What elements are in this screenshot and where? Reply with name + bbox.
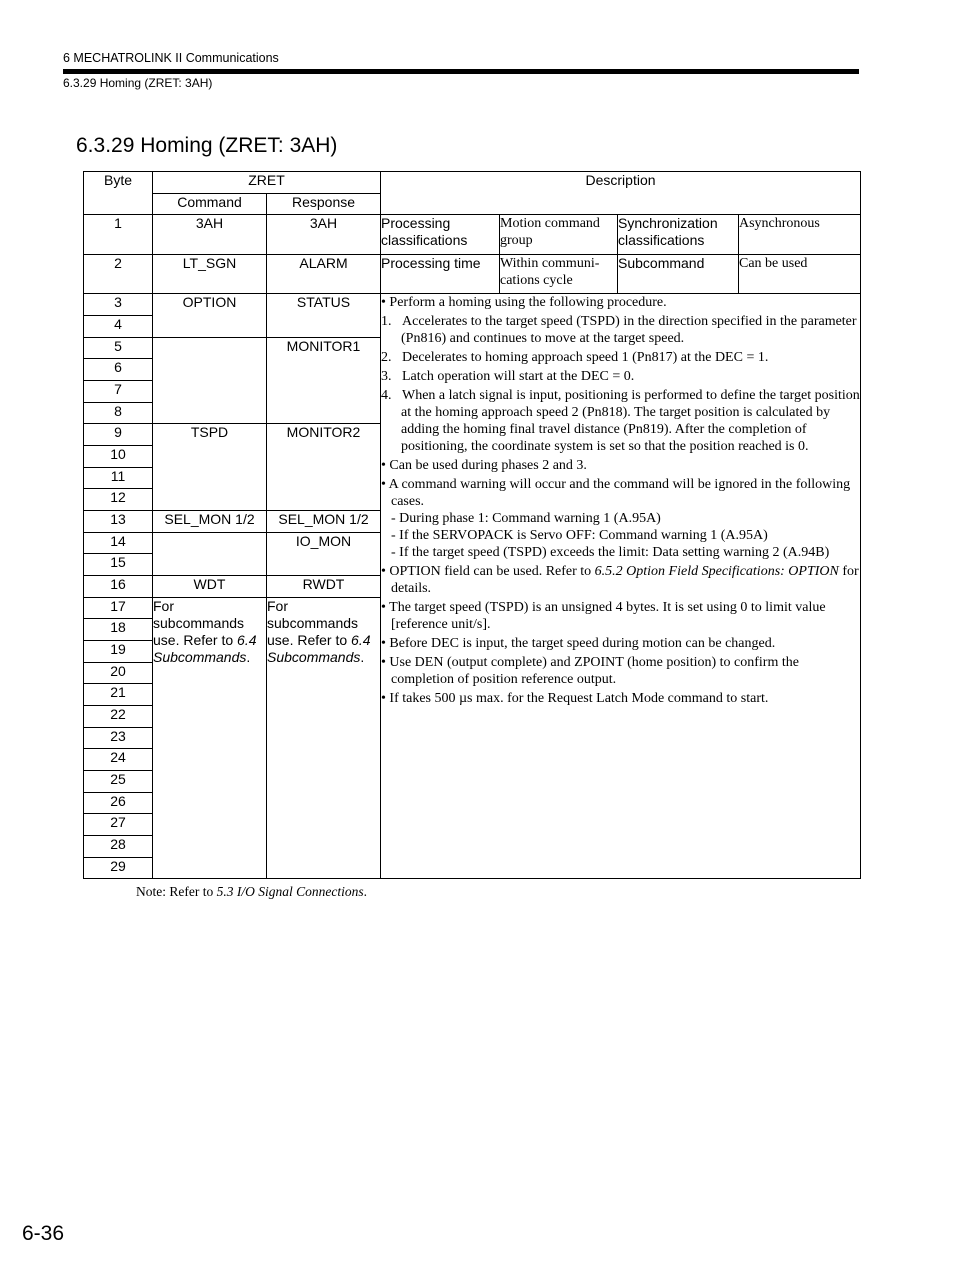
byte-cell: 14 [84, 533, 153, 554]
byte-cell: 23 [84, 728, 153, 749]
command-cell: OPTION [153, 294, 267, 338]
byte-cell: 19 [84, 641, 153, 663]
zret-command-table [83, 171, 861, 879]
command-cell: TSPD [153, 424, 267, 511]
byte-cell: 25 [84, 771, 153, 793]
description-intro: • Perform a homing using the following procedure. [381, 295, 667, 310]
section-title: 6.3.29 Homing (ZRET: 3AH) [76, 134, 338, 157]
header-description: Description [381, 172, 861, 215]
byte-cell: 12 [84, 489, 153, 511]
header-zret: ZRET [153, 172, 381, 194]
tspd-note: • The target speed (TSPD) is an unsigned 4 bytes. It is set using 0 to limit value [reference unit/s]. [381, 600, 826, 632]
procedure-step: 3. Latch operation will start at the DEC = 0. [381, 369, 635, 384]
response-cell: RWDT [267, 576, 381, 598]
byte-cell: 18 [84, 619, 153, 641]
header-command: Command [153, 194, 267, 215]
warning-case: - During phase 1: Command warning 1 (A.95A) [391, 511, 661, 526]
command-cell: SEL_MON 1/2 [153, 511, 267, 533]
response-cell: MONITOR2 [267, 424, 381, 511]
response-cell: ALARM [267, 255, 381, 294]
sync-classifications-value: Asynchronous [739, 215, 861, 255]
byte-cell: 24 [84, 749, 153, 771]
byte-cell: 1 [84, 215, 153, 255]
byte-cell: 11 [84, 468, 153, 489]
option-field-reference: 6.5.2 Option Field Specifications: OPTION [594, 564, 839, 579]
byte-cell: 13 [84, 511, 153, 533]
header-byte: Byte [84, 172, 153, 215]
processing-classifications-label: Processing classifications [381, 215, 500, 255]
processing-classifications-value: Motion command group [500, 215, 618, 255]
command-cell: WDT [153, 576, 267, 598]
command-cell-empty [153, 338, 267, 424]
header-response: Response [267, 194, 381, 215]
processing-time-label: Processing time [381, 255, 500, 294]
running-header-section: 6.3.29 Homing (ZRET: 3AH) [63, 76, 213, 90]
description-cell [381, 294, 861, 879]
byte-cell: 9 [84, 424, 153, 446]
byte-cell: 4 [84, 316, 153, 338]
procedure-step: 4. When a latch signal is input, positioning is performed to define the target position at the homing approach speed 2 (Pn818). The target position is calculated by adding the homing final travel distance (Pn819). After the completion of positioning, the coordinate system is set so that the position reached is 0. [381, 388, 860, 454]
subcommand-label: Subcommand [618, 255, 739, 294]
byte-cell: 21 [84, 684, 153, 706]
table-note: Note: Refer to 5.3 I/O Signal Connections. [136, 884, 367, 899]
header-rule [63, 69, 859, 74]
page-number: 6-36 [22, 1222, 65, 1245]
command-cell: LT_SGN [153, 255, 267, 294]
warning-intro: • A command warning will occur and the command will be ignored in the following cases. [381, 477, 851, 509]
response-cell: SEL_MON 1/2 [267, 511, 381, 533]
running-header-chapter: 6 MECHATROLINK II Communications [63, 51, 279, 65]
byte-cell: 28 [84, 836, 153, 858]
response-cell: STATUS [267, 294, 381, 338]
option-note: • OPTION field can be used. Refer to 6.5.2 Option Field Specifications: OPTION for details. [381, 564, 859, 596]
subcommands-reference: 6.4 Subcommands [153, 632, 257, 665]
byte-cell: 26 [84, 793, 153, 814]
byte-cell: 16 [84, 576, 153, 598]
byte-cell: 29 [84, 858, 153, 879]
byte-cell: 2 [84, 255, 153, 294]
byte-cell: 10 [84, 446, 153, 468]
warning-case: - If the target speed (TSPD) exceeds the limit: Data setting warning 2 (A.94B) [391, 545, 830, 560]
den-note: • Use DEN (output complete) and ZPOINT (home position) to confirm the completion of position reference output. [381, 655, 799, 687]
byte-cell: 20 [84, 663, 153, 684]
response-cell: IO_MON [267, 533, 381, 576]
response-cell: MONITOR1 [267, 338, 381, 424]
byte-cell: 22 [84, 706, 153, 728]
byte-cell: 7 [84, 381, 153, 403]
byte-cell: 27 [84, 814, 153, 836]
byte-cell: 8 [84, 403, 153, 424]
processing-time-value: Within communi-cations cycle [500, 255, 618, 294]
procedure-step: 1. Accelerates to the target speed (TSPD) in the direction specified in the parameter (Pn816) and continues to move at the target speed. [381, 314, 857, 346]
response-subcommands-cell: For subcommands use. Refer to 6.4 Subcommands. [267, 598, 381, 879]
note-reference: 5.3 I/O Signal Connections [216, 884, 364, 899]
command-cell: 3AH [153, 215, 267, 255]
byte-cell: 17 [84, 598, 153, 619]
sync-classifications-label: Synchronization classifications [618, 215, 739, 255]
latch-note: • If takes 500 µs max. for the Request Latch Mode command to start. [381, 691, 769, 706]
warning-case: - If the SERVOPACK is Servo OFF: Command warning 1 (A.95A) [391, 528, 768, 543]
byte-cell: 15 [84, 554, 153, 576]
command-subcommands-cell: For subcommands use. Refer to 6.4 Subcommands. [153, 598, 267, 879]
subcommand-value: Can be used [739, 255, 861, 294]
byte-cell: 6 [84, 359, 153, 381]
phases-note: • Can be used during phases 2 and 3. [381, 458, 587, 473]
subcommands-reference: 6.4 Subcommands [267, 632, 371, 665]
byte-cell: 3 [84, 294, 153, 316]
procedure-step: 2. Decelerates to homing approach speed 1 (Pn817) at the DEC = 1. [381, 350, 769, 365]
byte-cell: 5 [84, 338, 153, 359]
dec-note: • Before DEC is input, the target speed during motion can be changed. [381, 636, 776, 651]
command-cell-empty [153, 533, 267, 576]
response-cell: 3AH [267, 215, 381, 255]
